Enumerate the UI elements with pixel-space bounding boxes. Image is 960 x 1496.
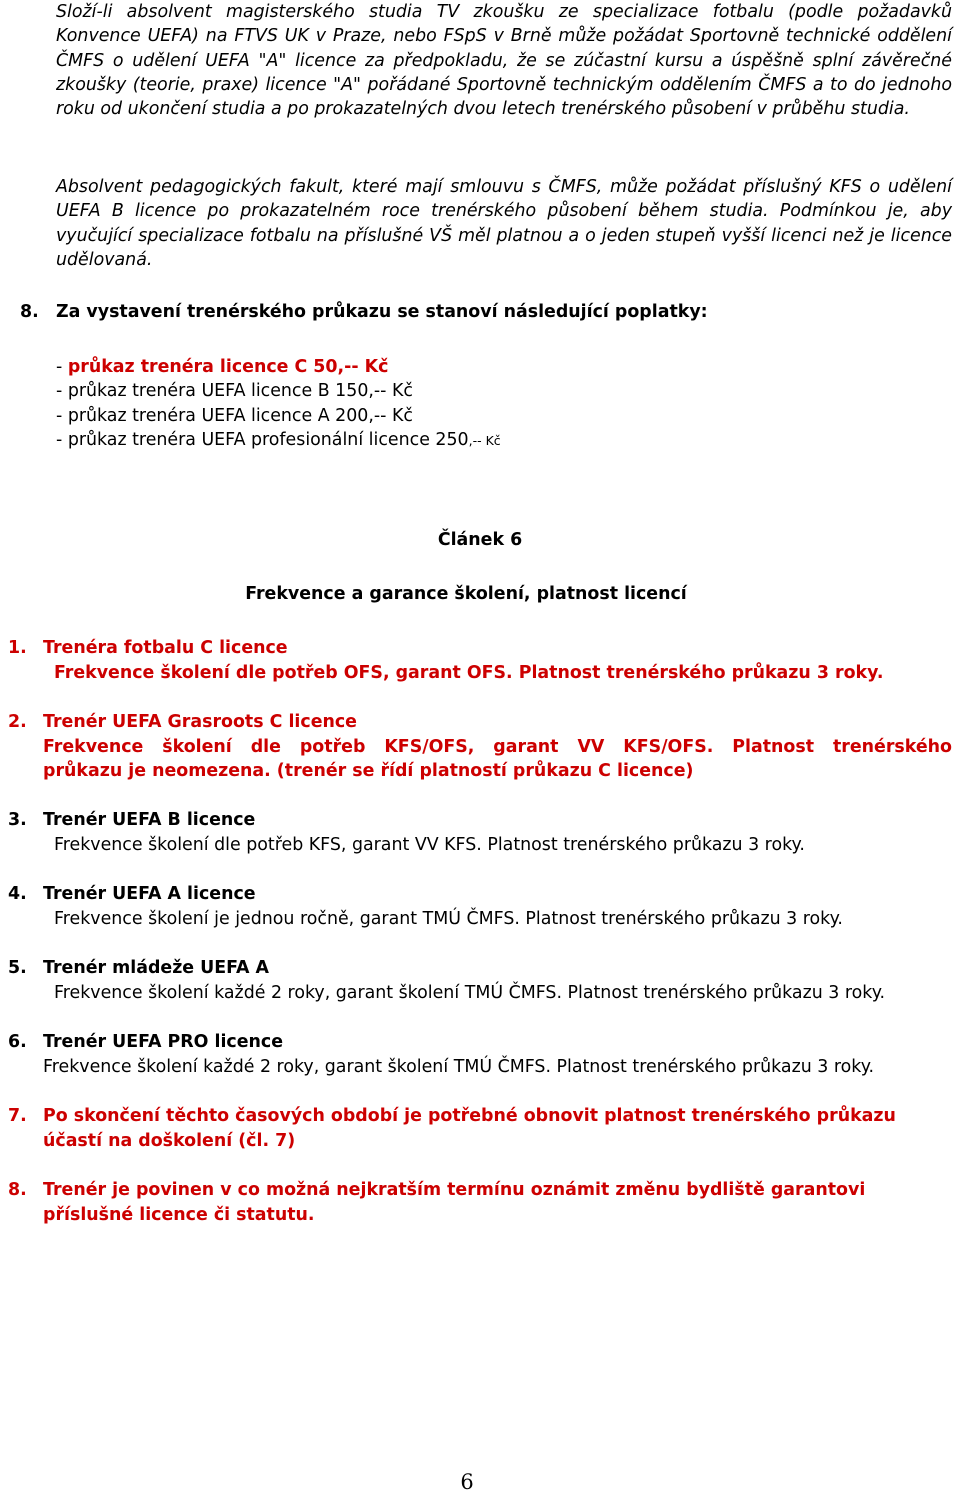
item-number: 2. [8,712,27,732]
item-title: Trenéra fotbalu C licence [43,638,288,658]
item-title: Trenér UEFA A licence [43,884,256,904]
fee-dash: - [56,357,68,377]
item-number: 4. [8,884,27,904]
fee-item-a [56,404,501,428]
item-text-line2: účastí na doškolení (čl. 7) [43,1130,296,1151]
item-number: 5. [8,958,27,978]
item-number: 1. [8,638,27,658]
list-item [8,1178,952,1227]
item-body-line1: Frekvence školení dle potřeb KFS/OFS, garant VV KFS/OFS. Platnost trenérského [43,736,952,757]
fee-dash: - [56,430,68,451]
item-title: Trenér UEFA B licence [43,810,256,830]
list-item [8,1030,952,1079]
item-number: 3. [8,810,27,830]
list-item [8,710,952,784]
fee-dash: - [56,381,68,402]
item-text-line2: příslušné licence či statutu. [43,1204,315,1225]
item-body-line2: průkazu je neomezena. (trenér se řídí platností průkazu C licence) [43,761,694,782]
list-item [8,882,952,931]
fee-text: průkaz trenéra UEFA licence A 200,-- Kč [67,405,413,426]
fee-suffix: ,-- Kč [468,433,501,449]
item-title: Trenér mládeže UEFA A [43,958,270,978]
list-item [8,808,952,857]
fee-item-b [56,379,501,403]
fee-item-pro [56,428,501,453]
fee-dash: - [56,405,68,426]
list-item [8,1104,952,1153]
item-body: Frekvence školení je jednou ročně, garant TMÚ ČMFS. Platnost trenérského průkazu 3 roky. [54,908,843,929]
fee-text: průkaz trenéra licence C 50,-- Kč [67,357,389,377]
item-body: Frekvence školení dle potřeb OFS, garant OFS. Platnost trenérského průkazu 3 roky. [54,662,884,683]
item-text-line1: Trenér je povinen v co možná nejkratším termínu oznámit změnu bydliště garantovi [43,1180,866,1200]
fees-heading-text: Za vystavení trenérského průkazu se stanoví následující poplatky: [56,302,708,322]
fee-text: průkaz trenéra UEFA profesionální licence 250 [67,430,469,451]
list-item [8,636,952,685]
page-number: 6 [460,1470,474,1494]
fees-list [56,355,501,454]
paragraph-pedagogical-faculty: Absolvent pedagogických fakult, které mají smlouvu s ČMFS, může požádat příslušný KFS o udělení UEFA B licence po prokazatelném roce trenérského působení během studia. Podmínkou je, aby vyučující specializace fotbalu na příslušné VŠ měl platnou a o jeden stupeň vyšší licenci než je licence udělovaná. [56,177,952,270]
item-title: Trenér UEFA Grasroots C licence [43,712,357,732]
fees-heading-number: 8. [20,302,39,322]
item-number: 7. [8,1106,27,1126]
item-text-line1: Po skončení těchto časových období je potřebné obnovit platnost trenérského průkazu [43,1106,896,1126]
paragraph-magister-license: Složí-li absolvent magisterského studia TV zkoušku ze specializace fotbalu (podle požadavků Konvence UEFA) na FTVS UK v Praze, nebo FSpS v Brně může požádat Sportovně technické oddělení ČMFS o udělení UEFA "A" licence za předpokladu, že se zúčastní kursu a úspěšně splní závěrečné zkoušky (teorie, praxe) licence "A" pořádané Sportovně technickým oddělením ČMFS a to do jednoho roku od ukončení studia a po prokazatelných dvou letech trenérského působení v průběhu studia. [56,2,952,120]
article-title: Článek 6 [437,530,523,550]
list-item [8,956,952,1005]
item-number: 8. [8,1180,27,1200]
fee-item-c [56,355,501,379]
item-title: Trenér UEFA PRO licence [43,1032,284,1052]
item-body: Frekvence školení dle potřeb KFS, garant VV KFS. Platnost trenérského průkazu 3 roky. [54,834,805,855]
item-body: Frekvence školení každé 2 roky, garant školení TMÚ ČMFS. Platnost trenérského průkazu 3 roky. [54,982,886,1003]
fee-text: průkaz trenéra UEFA licence B 150,-- Kč [67,381,413,402]
item-number: 6. [8,1032,27,1052]
item-body: Frekvence školení každé 2 roky, garant školení TMÚ ČMFS. Platnost trenérského průkazu 3 roky. [43,1056,875,1077]
fees-heading [20,300,708,324]
article-subtitle: Frekvence a garance školení, platnost licencí [245,584,687,604]
